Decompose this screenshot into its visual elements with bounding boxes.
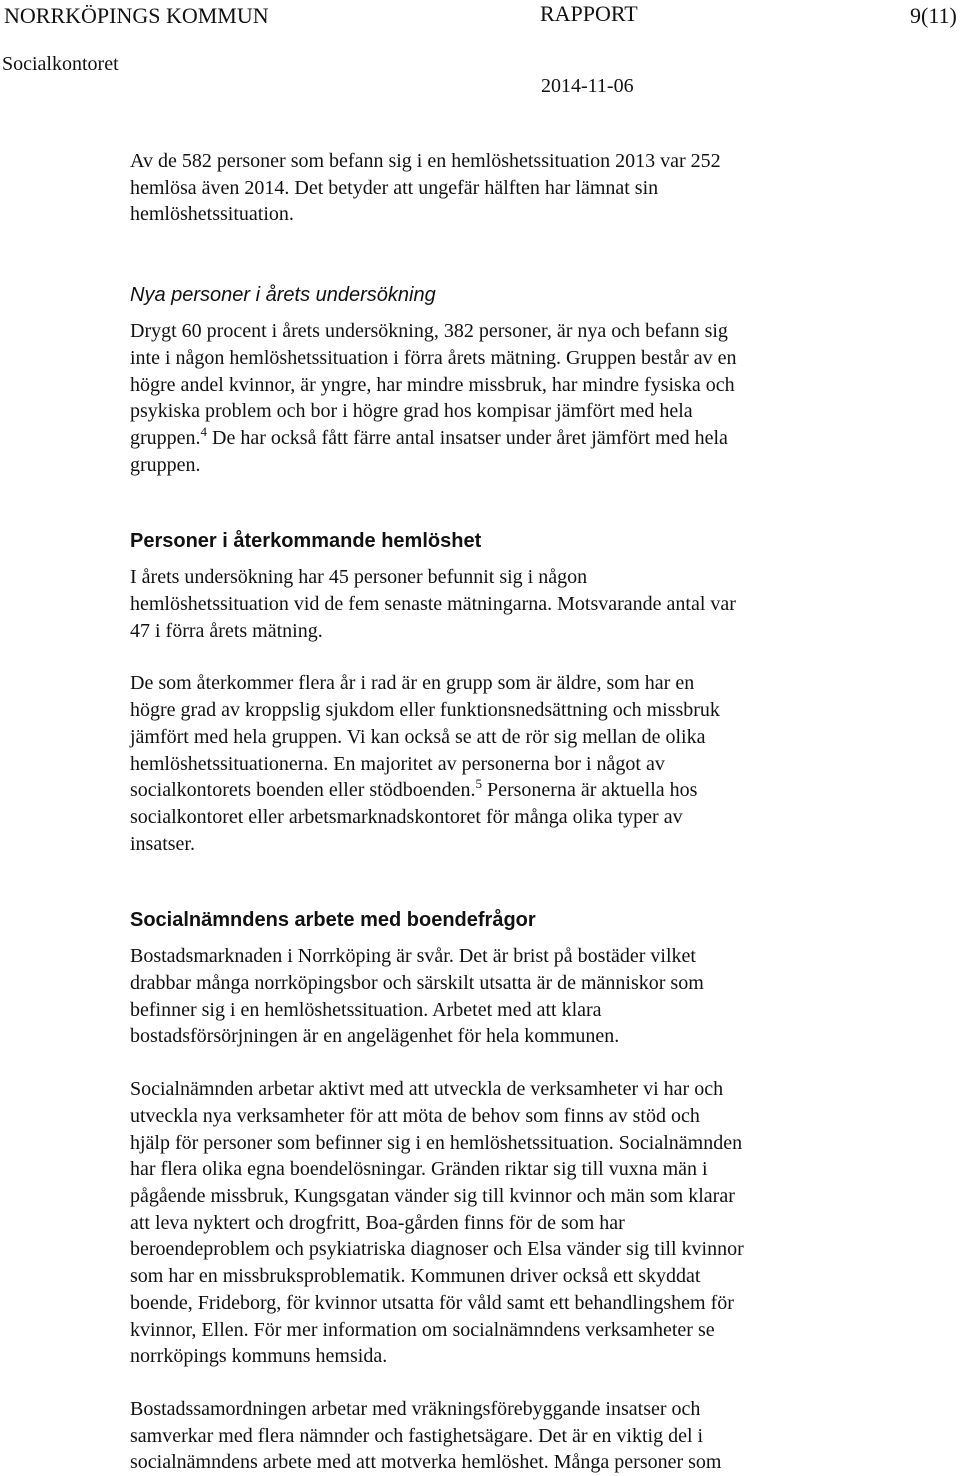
paragraph-recurring-profile [130, 670, 930, 857]
header-date: 2014-11-06 [541, 75, 634, 97]
header-document-type: RAPPORT [540, 1, 638, 26]
heading-social-committee-housing: Socialnämndens arbete med boendefrågor [130, 909, 536, 932]
paragraph-new-persons [130, 318, 930, 478]
paragraph-new-persons-cont: De har också fått färre antal insatser under året jämfört med hela gruppen. [130, 426, 728, 476]
header-department: Socialkontoret [2, 53, 119, 75]
paragraph-recurring-count: I årets undersökning har 45 personer befunnit sig i någon hemlöshetssituation vid de fem senaste mätningarna. Motsvarande antal var 47 i förra årets mätning. [130, 566, 736, 642]
paragraph-recurring-profile-cont: Personerna är aktuella hos socialkontoret eller arbetsmarknadskontoret för många olika typer av insatser. [130, 779, 698, 855]
paragraph-homeless-2013: Av de 582 personer som befann sig i en hemlöshetssituation 2013 var 252 hemlösa även 2014. Det betyder att ungefär hälften har lämnat sin hemlöshetssituation. [130, 150, 721, 226]
footnote-ref-5[interactable]: 5 [475, 776, 482, 792]
paragraph-housing-market: Bostadsmarknaden i Norrköping är svår. Det är brist på bostäder vilket drabbar många norrköpingsbor och särskilt utsatta är de människor som befinner sig i en hemlöshetssituation. Arbetet med att klara bostadsförsörjningen är en angelägenhet för hela kommunen. [130, 945, 704, 1048]
heading-recurring-homelessness: Personer i återkommande hemlöshet [130, 530, 482, 553]
report-body [130, 148, 930, 1476]
paragraph-recurring-profile-text: De som återkommer flera år i rad är en grupp som är äldre, som har en högre grad av kroppslig sjukdom eller funktionsnedsättning och missbruk jämfört med hela gruppen. Vi kan också se att de rör sig mellan de olika hemlöshetssituationerna. En majoritet av personerna bor i något av socialkontorets boenden eller stödboenden. [130, 672, 720, 802]
paragraph-committee-services: Socialnämnden arbetar aktivt med att utveckla de verksamheter vi har och utveckla nya verksamheter för att möta de behov som finns av stöd och hjälp för personer som befinner sig i en hemlöshetssituation. Socialnämnden har flera olika egna boendelösningar. Gränden riktar sig till vuxna män i pågående missbruk, Kungsgatan vänder sig till kvinnor och män som klarar att leva nyktert och drogfritt, Boa-gården finns för de som har beroendeproblem och psykiatriska diagnoser och Elsa vänder sig till kvinnor som har en missbruksproblematik. Kommunen driver också ett skyddat boende, Frideborg, för kvinnor utsatta för våld samt ett behandlingshem för kvinnor, Ellen. För mer information om socialnämndens verksamheter se norrköpings kommuns hemsida. [130, 1078, 744, 1368]
paragraph-new-persons-text: Drygt 60 procent i årets undersökning, 382 personer, är nya och befann sig inte i någon hemlöshetssituation i förra årets mätning. Gruppen består av en högre andel kvinnor, är yngre, har mindre missbruk, har mindre fysiska och psykiska problem och bor i högre grad hos kompisar jämfört med hela gruppen. [130, 320, 737, 449]
header-page-number: 9(11) [910, 3, 957, 28]
heading-new-persons: Nya personer i årets undersökning [130, 284, 436, 307]
paragraph-housing-coordination: Bostadssamordningen arbetar med vräkningsförebyggande insatser och samverkar med flera nämnder och fastighetsägare. Det är en viktig del i socialnämndens arbete med att motverka hemlöshet. Många personer som [130, 1397, 722, 1474]
footnote-ref-4[interactable]: 4 [200, 423, 208, 439]
header-organization: NORRKÖPINGS KOMMUN [4, 3, 269, 28]
